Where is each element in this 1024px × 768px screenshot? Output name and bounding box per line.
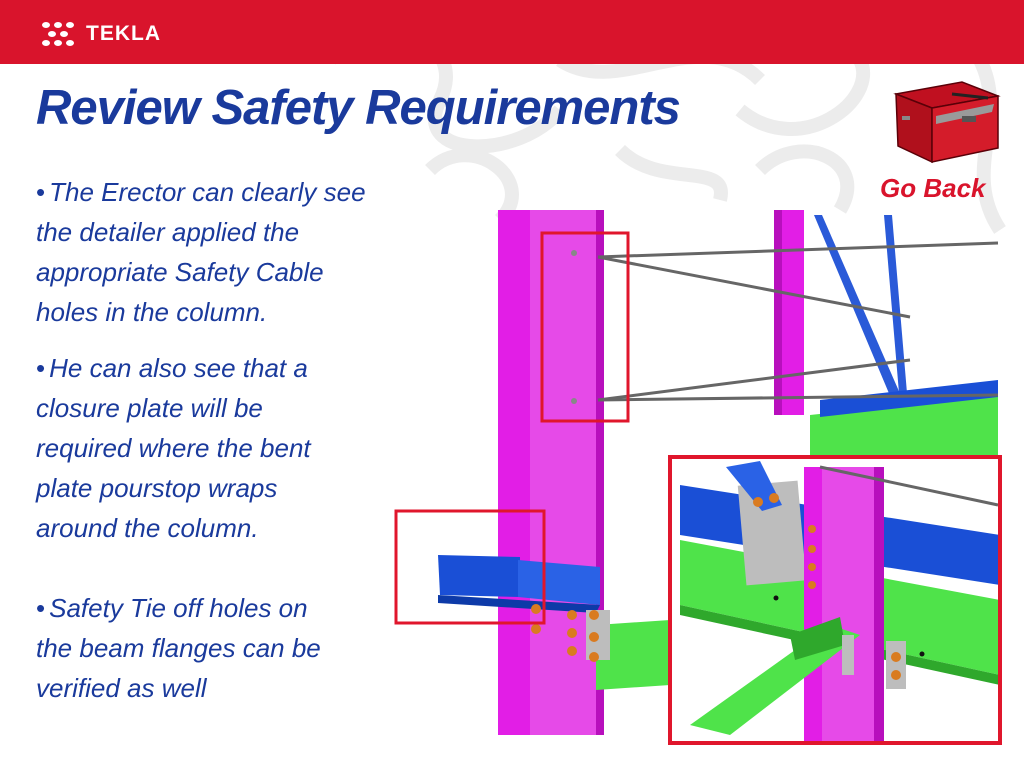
header-bar	[0, 0, 1024, 64]
tekla-logo-icon	[40, 20, 76, 48]
toolbox-icon[interactable]	[892, 76, 1002, 168]
bullet-marker: •	[36, 177, 46, 207]
bullet-marker: •	[36, 593, 46, 623]
brand-name: TEKLA	[86, 22, 161, 45]
cable-hole	[571, 250, 577, 256]
inset-view	[670, 457, 1000, 743]
bullet-item	[36, 588, 346, 708]
bullet-text: The Erector can clearly see the detailer applied the appropriate Safety Cable holes in the column.	[36, 177, 366, 327]
steel-model-view	[390, 205, 1010, 745]
bullet-item	[36, 348, 346, 548]
pourstop-beam	[438, 555, 520, 597]
slide-title: Review Safety Requirements	[36, 81, 680, 135]
brand-logo[interactable]	[40, 16, 161, 52]
cable-hole	[571, 398, 577, 404]
bullet-marker: •	[36, 353, 46, 383]
bullet-text: He can also see that a closure plate will be required where the bent plate pourstop wraps around the column.	[36, 353, 311, 543]
back-column	[774, 210, 804, 415]
bullet-text: Safety Tie off holes on the beam flanges can be verified as well	[36, 593, 321, 703]
bullet-item	[36, 172, 381, 332]
go-back-link[interactable]: Go Back	[880, 173, 986, 203]
